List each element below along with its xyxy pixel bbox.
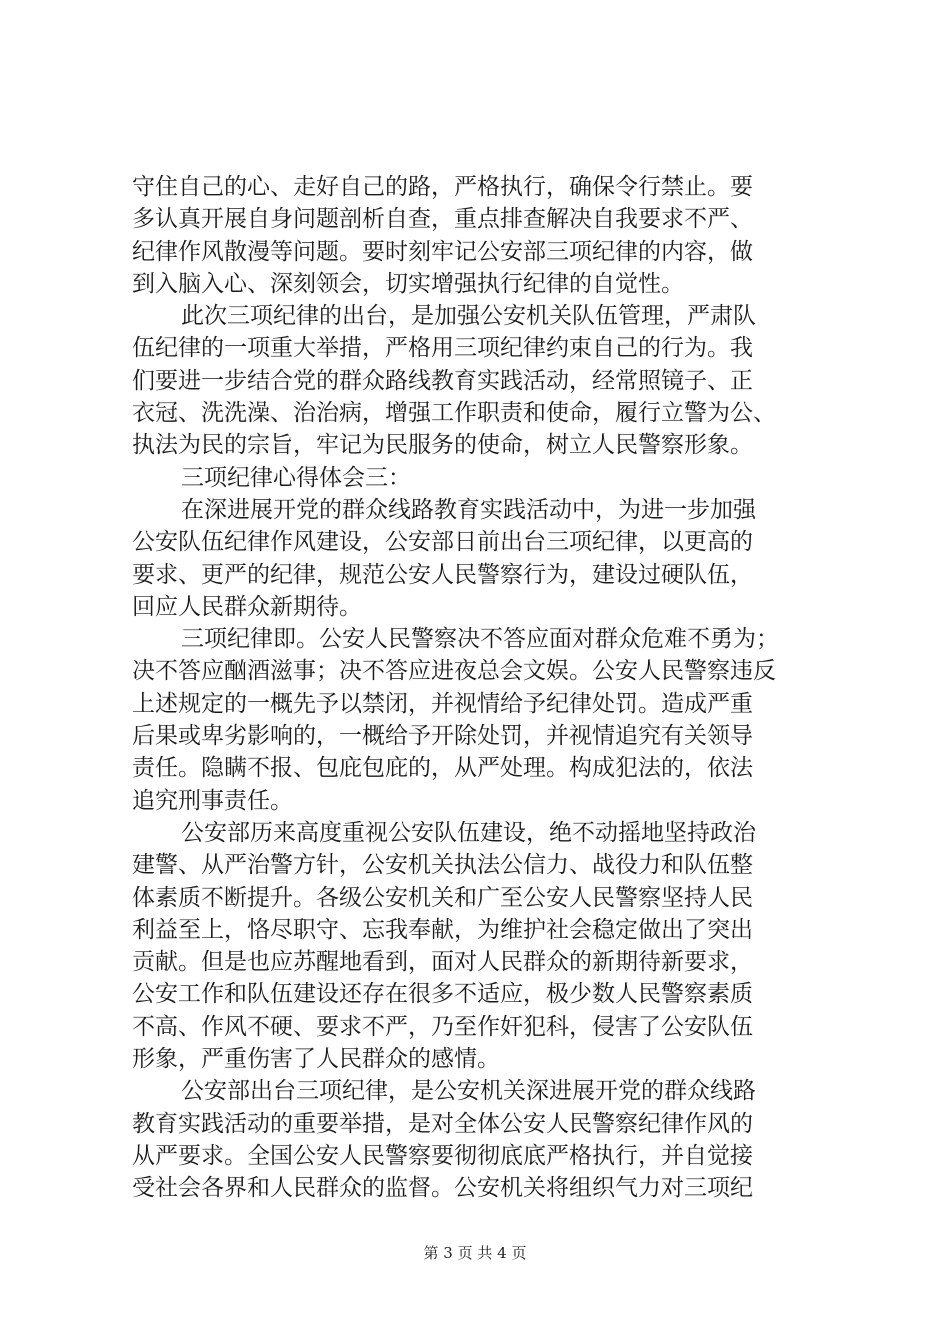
text-line: 体素质不断提升。各级公安机关和广至公安人民警察坚持人民 [132, 884, 753, 911]
text-line: 守住自己的心、走好自己的路，严格执行，确保令行禁止。要 [132, 174, 753, 200]
text-line: 利益至上，恪尽职守、忘我奉献，为维护社会稳定做出了突出 [132, 916, 753, 943]
text-line: 执法为民的宗旨，牢记为民服务的使命，树立人民警察形象。 [132, 432, 753, 459]
text-line: 贡献。但是也应苏醒地看到，面对人民群众的新期待新要求， [132, 949, 753, 976]
text-line: 在深进展开党的群众线路教育实践活动中，为进一步加强 [181, 496, 756, 523]
text-line: 不高、作风不硬、要求不严，乃至作奸犯科，侵害了公安队伍 [132, 1013, 753, 1040]
text-line: 三项纪律即。公安人民警察决不答应面对群众危难不勇为； [181, 626, 779, 653]
text-line: 受社会各界和人民群众的监督。公安机关将组织气力对三项纪 [132, 1175, 753, 1202]
text-line: 三项纪律心得体会三： [181, 464, 411, 491]
text-line: 此次三项纪律的出台，是加强公安机关队伍管理，严肃队 [181, 303, 756, 330]
text-line: 责任。隐瞒不报、包庇包庇的，从严处理。构成犯法的，依法 [132, 755, 753, 782]
text-line: 多认真开展自身问题剖析自查，重点排查解决自我要求不严、 [132, 206, 753, 233]
page-footer: 第 3 页 共 4 页 [423, 1244, 527, 1262]
text-line: 后果或卑劣影响的，一概给予开除处罚，并视情追究有关领导 [132, 723, 753, 750]
document-body [132, 171, 832, 1205]
text-line: 公安部出台三项纪律，是公安机关深进展开党的群众线路 [181, 1078, 756, 1105]
text-line: 回应人民群众新期待。 [132, 593, 362, 620]
text-line: 追究刑事责任。 [132, 787, 293, 814]
text-line: 形象，严重伤害了人民群众的感情。 [132, 1046, 500, 1073]
text-line: 伍纪律的一项重大举措，严格用三项纪律约束自己的行为。我 [132, 335, 753, 362]
text-line: 教育实践活动的重要举措，是对全体公安人民警察纪律作风的 [132, 1110, 753, 1137]
text-line: 从严要求。全国公安人民警察要彻彻底底严格执行，并自觉接 [132, 1142, 753, 1169]
text-line: 衣冠、洗洗澡、治治病，增强工作职责和使命，履行立警为公、 [132, 400, 776, 427]
text-line: 纪律作风散漫等问题。要时刻牢记公安部三项纪律的内容，做 [132, 238, 753, 265]
text-line: 公安队伍纪律作风建设，公安部日前出台三项纪律，以更高的 [132, 529, 753, 556]
text-line: 决不答应酗酒滋事；决不答应进夜总会文娱。公安人民警察违反 [132, 658, 776, 685]
text-line: 公安部历来高度重视公安队伍建设，绝不动摇地坚持政治 [181, 819, 756, 846]
text-line: 到入脑入心、深刻领会，切实增强执行纪律的自觉性。 [132, 270, 684, 297]
text-line: 建警、从严治警方针，公安机关执法公信力、战役力和队伍整 [132, 852, 753, 879]
text-line: 公安工作和队伍建设还存在很多不适应，极少数人民警察素质 [132, 981, 753, 1008]
text-line: 要求、更严的纪律，规范公安人民警察行为，建设过硬队伍， [132, 561, 753, 588]
text-line: 们要进一步结合党的群众路线教育实践活动，经常照镜子、正 [132, 367, 753, 394]
text-line: 上述规定的一概先予以禁闭，并视情给予纪律处罚。造成严重 [132, 690, 753, 717]
